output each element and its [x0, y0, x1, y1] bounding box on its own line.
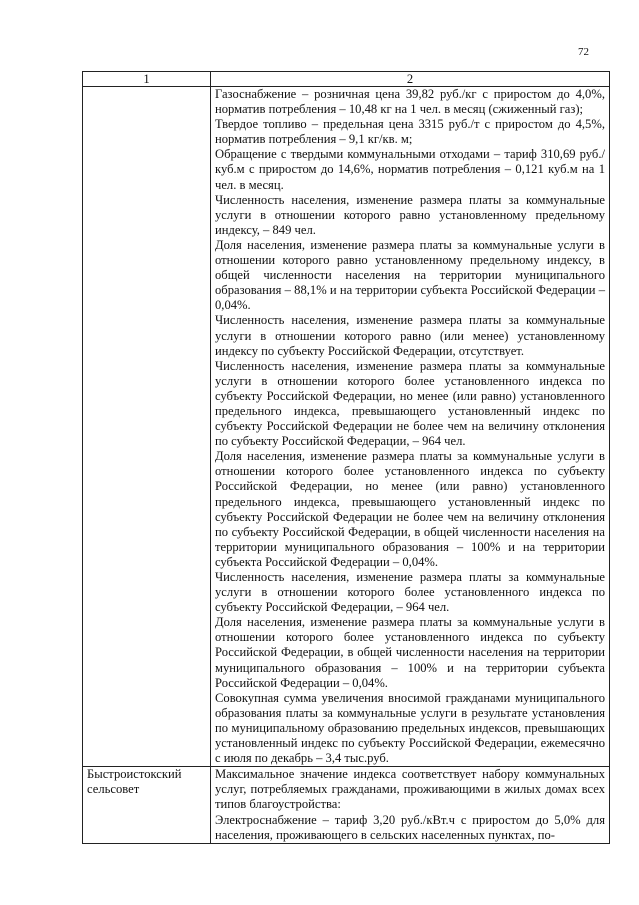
paragraph: Максимальное значение индекса соответствует набору коммунальных услуг, потребляемых гражданами, проживающими в жилых домах всех типов благоустройства: [215, 767, 605, 812]
paragraph: Численность населения, изменение размера платы за коммунальные услуги в отношении которого более установленного индекса по субъекту Российской Федерации, но менее (или равно) установленного предельного индекса, превышающего установленный индекс по субъекту Российской Федерации не более чем на величину отклонения по субъекту Российской Федерации, – 964 чел. [215, 358, 605, 449]
table-header-row [83, 72, 610, 87]
document-table [82, 71, 610, 844]
paragraph: Твердое топливо – предельная цена 3315 руб./т с приростом до 4,5%, норматив потребления – 9,1 кг/кв. м; [215, 117, 605, 147]
paragraph: Доля населения, изменение размера платы за коммунальные услуги в отношении которого более установленного индекса по субъекту Российской Федерации, но менее (или равно) установленного предельного индекса, превышающего установленный индекс по субъекту Российской Федерации не более чем на величину отклонения по субъекту Российской Федерации, в общей численности населения на территории муниципального образования – 100% и на территории субъекта Российской Федерации – 0,04%. [215, 449, 605, 569]
paragraph: Численность населения, изменение размера платы за коммунальные услуги в отношении которого равно (или менее) установленному индексу по субъекту Российской Федерации, отсутствует. [215, 313, 605, 358]
table-row [83, 87, 610, 767]
column-header-2: 2 [211, 72, 610, 87]
paragraph: Доля населения, изменение размера платы за коммунальные услуги в отношении которого равно установленному предельному индексу, в общей численности населения на территории муниципального образования – 88,1% и на территории субъекта Российской Федерации – 0,04%. [215, 237, 605, 313]
page-bottom-edge [0, 890, 639, 905]
municipality-cell [83, 87, 211, 767]
municipality-cell: Быстроистокский сельсовет [83, 767, 211, 843]
paragraph: Обращение с твердыми коммунальными отходами – тариф 310,69 руб./куб.м с приростом до 14,6%, норматив потребления – 0,121 куб.м на 1 чел. в месяц. [215, 147, 605, 192]
paragraph: Численность населения, изменение размера платы за коммунальные услуги в отношении которого равно установленному предельному индексу, – 849 чел. [215, 192, 605, 237]
description-cell [211, 87, 610, 767]
paragraph: Электроснабжение – тариф 3,20 руб./кВт.ч с приростом до 5,0% для населения, проживающего в сельских населенных пунктах, по- [215, 812, 605, 842]
table-row [83, 767, 610, 843]
paragraph: Доля населения, изменение размера платы за коммунальные услуги в отношении которого более установленного индекса по субъекту Российской Федерации, в общей численности населения на территории муниципального образования – 100% и на территории субъекта Российской Федерации – 0,04%. [215, 615, 605, 690]
column-header-1: 1 [83, 72, 211, 87]
paragraph: Численность населения, изменение размера платы за коммунальные услуги в отношении которого более установленного индекса по субъекту Российской Федерации, – 964 чел. [215, 570, 605, 615]
paragraph: Совокупная сумма увеличения вносимой гражданами муниципального образования платы за коммунальные услуги в результате установления по муниципальному образованию предельных индексов, превышающих установленный индекс по субъекту Российской Федерации, ежемесячно с июля по декабрь – 3,4 тыс.руб. [215, 690, 605, 766]
page-number: 72 [578, 46, 589, 58]
paragraph: Газоснабжение – розничная цена 39,82 руб./кг с приростом до 4,0%, норматив потребления – 10,48 кг на 1 чел. в месяц (сжиженный газ); [215, 87, 605, 117]
description-cell [211, 767, 610, 843]
